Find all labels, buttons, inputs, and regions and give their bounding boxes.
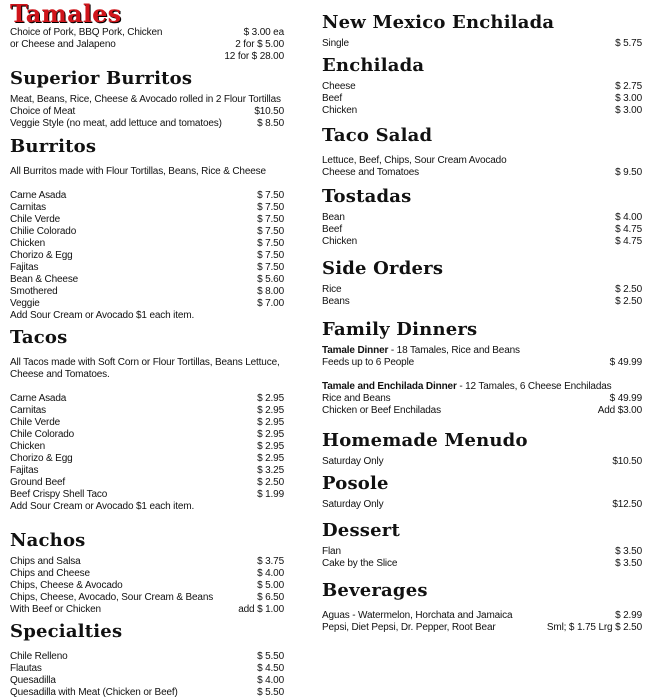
item-price: $ 3.75 [253,556,284,568]
item-name: Add Sour Cream or Avocado $1 each item. [10,501,195,512]
item-name: Cheese and Tomatoes. [10,369,110,380]
item-price: $ 49.99 [606,393,642,405]
menu-item [10,651,284,663]
item-name: All Burritos made with Flour Tortillas, Beans, Rice & Cheese [10,166,266,177]
item-name: Ground Beef [10,477,66,488]
item-price: $ 7.50 [253,250,284,262]
menu-item [322,381,642,393]
item-name: Carnitas [10,202,47,213]
menu-section [322,516,642,570]
menu-section [322,8,642,50]
item-name: - 18 Tamales, Rice and Beans [388,345,520,356]
item-name: Carne Asada [10,393,67,404]
menu-item [10,687,284,698]
item-name: Chile Verde [10,214,61,225]
item-name: Chicken or Beef Enchiladas [322,405,441,416]
menu-item [10,250,284,262]
item-price: $ 4.75 [611,224,642,236]
section-title: Homemade Menudo [322,430,528,451]
section-title: Side Orders [322,258,444,279]
menu-item [322,546,642,558]
menu-item [10,453,284,465]
item-bold-name: Tamale Dinner [322,345,389,356]
item-price: $ 7.50 [253,190,284,202]
item-name: Chicken [322,105,358,116]
menu-item [10,51,284,63]
menu-item [10,106,284,118]
item-price: 12 for $ 28.00 [220,51,284,63]
menu-item [322,393,642,405]
item-price: add $ 1.00 [234,604,284,616]
item-name: Chorizo & Egg [10,250,73,261]
menu-item [10,298,284,310]
menu-item [322,610,642,622]
menu-section [322,254,642,308]
item-price: $10.50 [608,456,642,468]
section-title: Burritos [10,136,97,157]
item-price: $ 4.75 [611,236,642,248]
item-price: $ 5.50 [253,687,284,698]
section-title: Specialties [10,621,123,642]
item-name: Rice [322,284,342,295]
menu-item [10,501,284,513]
menu-item [322,167,642,179]
item-price: $ 2.50 [253,477,284,489]
item-price: $ 5.00 [253,580,284,592]
menu-item [10,465,284,477]
spacer [10,178,284,190]
menu-item [10,286,284,298]
item-name: - 12 Tamales, 6 Cheese Enchiladas [456,381,612,392]
menu-section [10,617,284,698]
item-price: $ 7.00 [253,298,284,310]
item-price: $ 5.50 [253,651,284,663]
menu-item [322,212,642,224]
item-price: $ 2.50 [611,296,642,308]
item-name: Chips and Cheese [10,568,90,579]
menu-item [322,236,642,248]
item-name: Chorizo & Egg [10,453,73,464]
item-name: Chicken [10,441,46,452]
item-name: Choice of Meat [10,106,76,117]
menu-item [322,38,642,50]
menu-item [322,622,642,634]
item-name: Saturday Only [322,456,384,467]
item-name: Veggie [10,298,40,309]
menu-item [10,166,284,178]
menu-item [10,274,284,286]
menu-item [322,499,642,511]
item-name: Chilie Colorado [10,226,77,237]
item-price: $ 2.75 [611,81,642,93]
menu-item [10,477,284,489]
item-price: $12.50 [608,499,642,511]
section-title: New Mexico Enchilada [322,12,555,33]
item-name: Chicken [322,236,358,247]
item-name: Pepsi, Diet Pepsi, Dr. Pepper, Root Bear [322,622,496,633]
item-name: Cake by the Slice [322,558,398,569]
menu-section [322,426,642,468]
menu-item [10,556,284,568]
item-price: $ 2.95 [253,441,284,453]
menu-item [10,310,284,322]
item-price: $ 3.50 [611,558,642,570]
spacer [10,381,284,393]
menu-item [10,94,284,106]
section-title: Family Dinners [322,319,478,340]
item-price: $ 2.95 [253,417,284,429]
section-title: Tamales [10,0,122,28]
section-title: Dessert [322,520,400,541]
item-price: $ 2.95 [253,453,284,465]
menu-section [322,182,642,248]
menu-section [10,526,284,616]
item-name: Chile Colorado [10,429,75,440]
item-name: Flan [322,546,341,557]
item-name: Bean [322,212,345,223]
menu-item [10,226,284,238]
menu-item [10,568,284,580]
item-name: Fajitas [10,465,39,476]
menu-item [10,202,284,214]
item-name: Aguas - Watermelon, Horchata and Jamaica [322,610,513,621]
item-price: $ 3.00 ea [240,27,284,39]
item-price: $ 3.25 [253,465,284,477]
item-name: Feeds up to 6 People [322,357,415,368]
item-name: Quesadilla [10,675,56,686]
item-price: $ 4.00 [253,675,284,687]
item-name: Chips, Cheese, Avocado, Sour Cream & Beans [10,592,214,603]
item-name: Smothered [10,286,58,297]
item-price: $10.50 [250,106,284,118]
item-name: Beef [322,93,342,104]
item-name: Fajitas [10,262,39,273]
menu-section [322,121,642,179]
item-price: $ 6.50 [253,592,284,604]
menu-item [10,592,284,604]
section-title: Beverages [322,580,428,601]
menu-section [10,323,284,513]
menu-item [322,405,642,417]
menu-item [322,105,642,117]
item-name: Chicken [10,238,46,249]
item-name: Beans [322,296,350,307]
section-title: Posole [322,473,389,494]
item-name: Chile Verde [10,417,61,428]
menu-item [322,558,642,570]
menu-item [10,580,284,592]
section-title: Tacos [10,327,68,348]
menu-item [10,357,284,369]
menu-item [322,456,642,468]
item-price: $ 2.95 [253,429,284,441]
menu-section [322,315,642,417]
item-name: Lettuce, Beef, Chips, Sour Cream Avocado [322,155,507,166]
menu-item [10,393,284,405]
item-name: Quesadilla with Meat (Chicken or Beef) [10,687,178,698]
item-price: $ 4.50 [253,663,284,675]
item-price: $ 4.00 [253,568,284,580]
item-price: $ 8.00 [253,286,284,298]
menu-item [322,357,642,369]
section-title: Tostadas [322,186,412,207]
item-price: $ 4.00 [611,212,642,224]
item-name: Flautas [10,663,42,674]
item-price: $ 5.60 [253,274,284,286]
section-title: Nachos [10,530,86,551]
menu-item [10,675,284,687]
menu-item [322,224,642,236]
item-price: $ 2.50 [611,284,642,296]
menu-item [10,369,284,381]
menu-item [10,429,284,441]
item-price: Sml; $ 1.75 Lrg $ 2.50 [543,622,642,634]
menu-item [10,604,284,616]
menu-item [322,81,642,93]
item-name: All Tacos made with Soft Corn or Flour Tortillas, Beans Lettuce, [10,357,280,368]
item-price: $ 3.00 [611,105,642,117]
item-name: Chips and Salsa [10,556,81,567]
item-name: Single [322,38,349,49]
section-title: Superior Burritos [10,68,193,89]
menu-section [322,469,642,511]
menu-item [10,489,284,501]
item-price: $ 1.99 [253,489,284,501]
item-name: Choice of Pork, BBQ Pork, Chicken [10,27,163,38]
menu-section [322,51,642,117]
item-bold-name: Tamale and Enchilada Dinner [322,381,457,392]
menu-item [322,93,642,105]
item-name: Beef [322,224,342,235]
item-name: Saturday Only [322,499,384,510]
menu-section [10,132,284,322]
item-price: $ 7.50 [253,202,284,214]
section-title: Enchilada [322,55,425,76]
item-price: $ 2.95 [253,393,284,405]
menu-item [322,155,642,167]
menu-item [10,214,284,226]
item-price: $ 5.75 [611,38,642,50]
item-price: $ 2.99 [611,610,642,622]
item-price: $ 7.50 [253,214,284,226]
item-name: Veggie Style (no meat, add lettuce and tomatoes) [10,118,222,129]
item-name: Rice and Beans [322,393,391,404]
menu-item [10,27,284,39]
item-price: 2 for $ 5.00 [231,39,284,51]
item-name: Chips, Cheese & Avocado [10,580,123,591]
item-price: $ 3.50 [611,546,642,558]
menu-item [10,118,284,130]
menu-item [10,405,284,417]
item-name: Chile Relleno [10,651,68,662]
menu-item [10,417,284,429]
item-name: Beef Crispy Shell Taco [10,489,108,500]
item-name: Cheese [322,81,356,92]
menu-item [10,238,284,250]
section-title: Taco Salad [322,125,433,146]
item-price: Add $3.00 [594,405,642,417]
item-price: $ 7.50 [253,262,284,274]
menu-item [10,190,284,202]
menu-section [10,64,284,130]
item-name: Carnitas [10,405,47,416]
item-price: $ 2.95 [253,405,284,417]
item-name: Add Sour Cream or Avocado $1 each item. [10,310,195,321]
menu-item [322,284,642,296]
item-name: Bean & Cheese [10,274,79,285]
menu-item [10,441,284,453]
menu-item [322,296,642,308]
item-name: Meat, Beans, Rice, Cheese & Avocado rolled in 2 Flour Tortillas [10,94,281,105]
item-price: $ 7.50 [253,226,284,238]
item-price: $ 8.50 [253,118,284,130]
menu-item [10,39,284,51]
menu-item [10,663,284,675]
menu-section [10,1,284,63]
menu-section [322,576,642,634]
item-price: $ 9.50 [611,167,642,179]
spacer [322,369,642,381]
item-name: or Cheese and Jalapeno [10,39,116,50]
item-name: With Beef or Chicken [10,604,101,615]
item-name: Carne Asada [10,190,67,201]
item-price: $ 49.99 [606,357,642,369]
menu-item [322,345,642,357]
item-name: Cheese and Tomatoes [322,167,420,178]
item-price: $ 3.00 [611,93,642,105]
item-price: $ 7.50 [253,238,284,250]
menu-item [10,262,284,274]
